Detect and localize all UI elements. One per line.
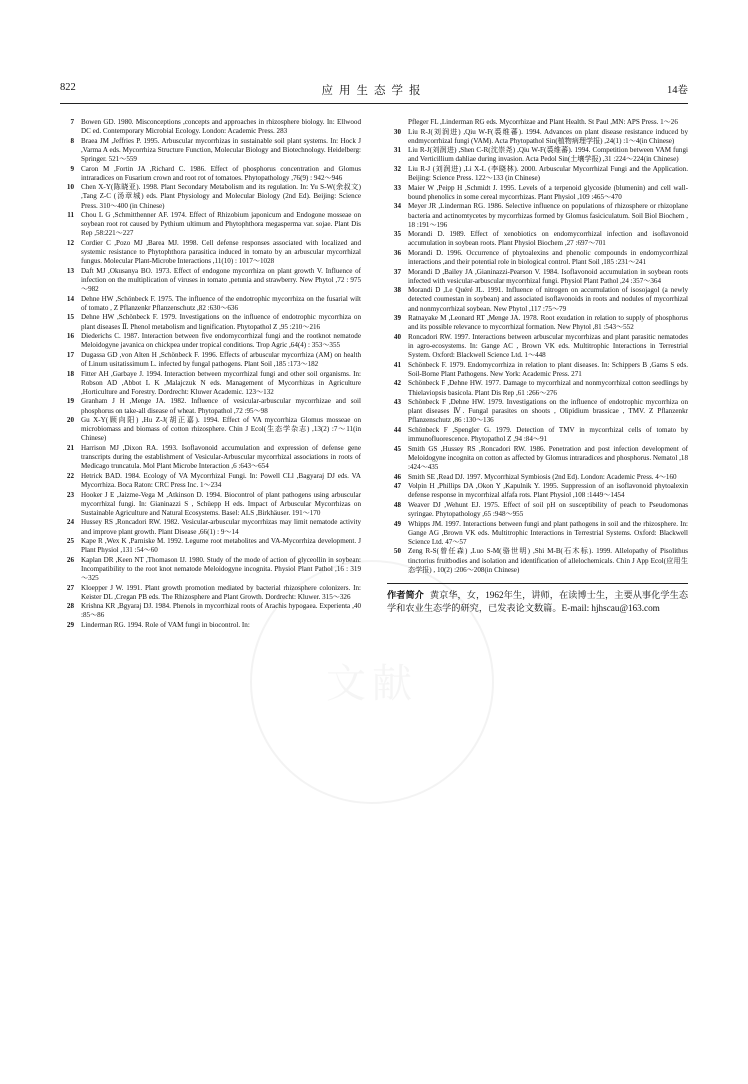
reference-text: Schönbeck F ,Dehne HW. 1977. Damage to mycorrhizal and nonmycorrhizal cotton seedlings by Thielaviopsis basicola. Plant Dis Rep ,61 :266～276 (408, 379, 688, 397)
reference-number: 10 (66, 183, 74, 192)
reference-text: Cordier C ,Pozo MJ ,Barea MJ. 1998. Cell defense responses associated with localized and systemic resistance to Phytophthora parasitica induced in tomato by an arbuscular mycorrhizal fungus. Molecular Plant-Microbe Interactions ,11(10) : 1017～1028 (81, 238, 361, 266)
reference-item (60, 518, 361, 536)
reference-number: 25 (66, 537, 74, 546)
reference-item (387, 286, 688, 313)
reference-text: Zeng R-S(曾任森) ,Luo S-M(骆世明) ,Shi M-B(石木标). 1999. Allelopathy of Pisolithus tinctorius fruitbodies and isolation and identification of allelochemicals. Chin J App Ecol(应用生态学报) , 10(2) :206～208(in Chinese) (408, 547, 688, 574)
journal-title: 应用生态学报 (321, 85, 427, 97)
reference-text: Dehne HW ,Schönbeck F. 1975. The influence of the endotrophic mycorrhiza on the fusarial wilt of tomato , Z Pflanzenkr Pflanzenschutz ,82 :630～636 (81, 294, 361, 312)
reference-number: 45 (393, 444, 401, 453)
reference-text: Morandi D ,Bailey JA ,Gianinazzi-Pearson V. 1984. Isoflavonoid accumulation in soybean roots infected with vesicular-arbuscular mycorrhizal fungi. Physiol Plant Pathol ,24 :357～364 (408, 267, 688, 285)
reference-number: 41 (393, 360, 401, 369)
reference-number: 34 (393, 202, 401, 211)
reference-text: Bowen GD. 1980. Misconceptions ,concepts and approaches in rhizosphere biology. In: Ellwood DC ed. Contemporary Microbial Ecology. London: Academic Press. 283 (81, 118, 361, 136)
reference-number: 47 (393, 482, 401, 491)
reference-text: Smith GS ,Hussey RS ,Roncadori RW. 1986. Penetration and post infection development of Meloidogyne incognita on cotton as affected by Glomus intraradices and phosphorus. Nematol ,18 :424～435 (408, 444, 688, 472)
reference-number: 42 (393, 379, 401, 388)
reference-item (60, 444, 361, 471)
reference-number: 46 (393, 472, 401, 481)
reference-text: Hooker J E ,Jaizme-Vega M ,Atkinson D. 1994. Biocontrol of plant pathogens using arbuscular mycorrhizal fungi. In: Gianinazzi S , Schüepp H eds. Impact of Arbuscular Mycorrhizas on Sustainable Agriculture and Natural Ecosystems. Basel: ALS ,Birkhäuser. 191～170 (81, 490, 361, 517)
reference-text: Caron M ,Fortin JA ,Richard C. 1986. Effect of phosphorus concentration and Glomus intraradices on Fusarium crown and root rot of tomatoes. Phytopathology ,76(9) : 942～946 (81, 164, 361, 182)
reference-text: Liu R-J(刘润进) ,Shen C-R(沈崇尧) ,Qiu W-F(裘维蕃). 1994. Competition between VAM fungi and Verticillium dahliae during invasion. Acta Pedol Sin(土壤学报) ,31 :224～224(in Chinese) (408, 146, 688, 164)
reference-item (60, 556, 361, 583)
reference-number: 18 (66, 369, 74, 378)
reference-item (387, 268, 688, 286)
reference-item (387, 333, 688, 360)
reference-item (60, 267, 361, 294)
reference-number: 30 (393, 127, 401, 136)
reference-text: Dugassa GD ,von Alten H ,Schönbeck F. 1996. Effects of arbuscular mycorrhiza (AM) on health of Linum usitatissimum L. infected by fungal pathogens. Plant Soil ,185 :173～182 (81, 350, 361, 368)
reference-item (387, 118, 688, 127)
reference-number: 29 (66, 621, 74, 630)
reference-item (387, 184, 688, 202)
references-right-column (387, 118, 688, 615)
volume-label: 14卷 (667, 85, 688, 96)
reference-text: Chou L G ,Schmitthenner AF. 1974. Effect of Rhizobium japonicum and Endogone mosseae on soybean root rot caused by Pythium ultimum and Phytophthora megasperma var. sojae. Plant Dis Rep ,58:221～227 (81, 211, 361, 238)
reference-number: 48 (393, 500, 401, 509)
reference-number: 24 (66, 518, 74, 527)
reference-item (60, 621, 361, 630)
reference-item (60, 602, 361, 620)
reference-item (387, 482, 688, 500)
reference-text: Morandi D ,Le Quéré JL. 1991. Influence of nitrogen on accumulation of isosojagol (a newly detected coumestan in soybean) and associated isoflavonoids in roots and nodules of mycorrhizal and nonmycorrhizal soybean. New Phytol ,117 :75～79 (408, 286, 688, 313)
reference-item (60, 416, 361, 443)
reference-item (60, 165, 361, 183)
reference-number: 36 (393, 248, 401, 257)
reference-item (60, 397, 361, 415)
reference-number: 32 (393, 164, 401, 173)
reference-item (387, 202, 688, 229)
reference-number: 20 (66, 416, 74, 425)
reference-number: 23 (66, 490, 74, 499)
reference-number: 21 (66, 443, 74, 452)
reference-number: 22 (66, 471, 74, 480)
reference-text: Harrison MJ ,Dixon RA. 1993. Isoflavonoid accumulation and expression of defense gene transcripts during the establishment of Vesicular-Arbuscular mycorrhizal associations in roots of Medicago truncatula. Mol Plant Microbe Interaction ,6 :643～654 (81, 443, 361, 471)
reference-number: 49 (393, 519, 401, 528)
reference-text: Granham J H ,Menge JA. 1982. Influence of vesicular-arbuscular mycorrhizae and soil phosphorus on take-all disease of wheat. Phytopathol ,72 :95～98 (81, 397, 361, 415)
references-left-column (60, 118, 361, 631)
reference-text: Linderman RG. 1994. Role of VAM fungi in biocontrol. In: (81, 621, 250, 630)
reference-text: Fitter AH ,Garbaye J. 1994. Interaction between mycorrhizal fungi and other soil organisms. In: Robson AD ,Abbot L K ,Malajczuk N eds. Management of Mycorrhizas in Agriculture ,Horticulture and Forestry. Dordrecht: Kluwer Academic. 123～132 (81, 369, 361, 396)
reference-item (60, 491, 361, 518)
reference-item (387, 146, 688, 164)
reference-item (60, 295, 361, 313)
reference-text: Krishna KR ,Bgyaraj DJ. 1984. Phenols in mycorrhizal roots of Arachis hypogaea. Experienta ,40 :85～86 (81, 602, 361, 620)
reference-text: Schönbeck F ,Dehne HW. 1979. Investigations on the influence of endotrophic mycorrhiza on plant diseases Ⅳ. Fungal parasites on shoots , Olipidium brassicae , TMV. Z Pflanzenkr Pflanzenschutz ,86 :130～136 (408, 398, 688, 425)
reference-number: 26 (66, 555, 74, 564)
reference-number: 40 (393, 332, 401, 341)
reference-text: Kape R ,Wex K ,Parniske M. 1992. Legume root metabolites and VA-Mycorrhiza development. J Plant Physiol ,131 :54～60 (81, 537, 361, 555)
watermark-text: 文献 (326, 661, 418, 707)
reference-number: 17 (66, 350, 74, 359)
reference-item (387, 165, 688, 183)
reference-number: 13 (66, 266, 74, 275)
reference-text: Roncadori RW. 1997. Interactions between arbuscular mycorrhizas and plant parasitic nematodes in agro-ecosystems. In: Gange AC , Brown VK eds. Multitrophic Interactions in Terrestrial System. Oxford: Blackwell Science Ltd. 1～448 (408, 332, 688, 360)
reference-item (387, 230, 688, 248)
reference-text: Liu R-J(刘润进) ,Qiu W-F(裘维蕃). 1994. Advances on plant disease resistance induced by endmycorrhizal fungi (VAM). Acta Phytopathol Sin(植物病理学报) ,24(1) :1～4(in Chinese) (408, 127, 688, 145)
reference-text: Daft MJ ,Okusanya BO. 1973. Effect of endogone mycorrhiza on plant growth V. Influence of infection on the multiplication of viruses in tomato ,petunia and strawberry. New Phytol ,72 : 975～982 (81, 266, 361, 294)
reference-item (60, 211, 361, 238)
running-header (60, 82, 688, 100)
reference-item (387, 501, 688, 519)
reference-text: Smith SE ,Read DJ. 1997. Mycorrhizal Symbiosis (2nd Ed). London: Academic Press. 4～160 (408, 472, 677, 481)
reference-number: 35 (393, 230, 401, 239)
reference-text: Meyer JR ,Linderman RG. 1986. Selective influence on populations of rhizosphere or rhizoplane bacteria and actinomtycetes by mycorrhizas formed by Glomus fasiciculatum. Soil Biol Biochem , 18 :191～196 (408, 202, 688, 229)
reference-text: Liu R-J (刘润进) ,Li X-L (李晓林). 2000. Arbuscular Mycorrhizal Fungi and the Application. Beijing: Science Press. 122～133 (in Chinese) (408, 164, 688, 183)
reference-item (387, 361, 688, 379)
reference-number: 19 (66, 397, 74, 406)
author-bio-label: 作者简介 (387, 589, 424, 600)
reference-item (60, 137, 361, 164)
reference-text: Morandi D. 1996. Occurrence of phytoalexins and phenolic compounds in endomycorrhizal interactions ,and their potential role in biological control. Plant Soil ,185 :231～241 (408, 248, 688, 267)
reference-text: Whipps JM. 1997. Interactions between fungi and plant pathogens in soil and the rhizosphere. In: Gange AG ,Brown VK eds. Multitrophic Interactions in Terrestrial Systems. Oxford: Blackwell Science Ltd. 47～57 (408, 519, 688, 546)
reference-text: Ratnayake M ,Leonard RT ,Menge JA. 1978. Root exudation in relation to supply of phosphorus and its possible relevance to mycorrhizal formation. New Phytol ,81 :543～552 (408, 314, 688, 332)
reference-number: 8 (70, 136, 74, 145)
reference-item (60, 313, 361, 331)
reference-number: 7 (70, 118, 74, 126)
reference-item (387, 249, 688, 267)
reference-item (60, 351, 361, 369)
reference-text: Kaplan DR ,Keen NT ,Thomason IJ. 1980. Study of the mode of action of glyceollin in soybean: Incompatibility to the root knot nematode Meloidogyne incognita. Physiol Plant Pathol ,16 : 319～325 (81, 555, 361, 583)
reference-text: Kloepper J W. 1991. Plant growth promotion mediated by bacterial rhizosphere colonizers. In: Keister DL ,Cregan PB eds. The Rhizosphere and Plant Growth. Dordrecht: Kluwer. 315～326 (81, 583, 361, 601)
reference-number: 9 (70, 164, 74, 173)
reference-item (387, 547, 688, 574)
reference-number: 31 (393, 146, 401, 155)
reference-number: 16 (66, 332, 74, 341)
reference-item (387, 379, 688, 397)
reference-text: Chen X-Y(陈晓亚). 1998. Plant Secondary Metabolism and its regulation. In: Yu S-W(余叔文) ,Tang Z-C (汤章城) eds. Plant Physiology and Molecular Biology (2nd Ed). Beijing: Science Press. 310～400 (in Chinese) (81, 183, 361, 210)
reference-item (387, 314, 688, 332)
reference-text: Volpin H ,Phillips DA ,Okon Y ,Kapulnik Y. 1995. Suppression of an isoflavonoid phytoalexin defense response in mycorrhizal alfafa rots. Plant Physiol ,108 :1449～1454 (408, 482, 688, 500)
reference-item (387, 128, 688, 146)
reference-item (60, 537, 361, 555)
reference-text: Braea JM ,Jeffries P. 1995. Arbuscular mycorrhizas in sustainable soil plant systems. In: Hock J ,Varma A eds. Mycorrhiza Structure Function, Molecular Biology and Biotechnology. Heidelberg: Springer. 521～559 (81, 136, 361, 164)
reference-text: Hetrick BAD. 1984. Ecology of VA Mycorrhizal Fungi. In: Powell CLl ,Bagyaraj DJ eds. VA Mycorrhiza. Boca Raton: CRC Press Inc. 1～234 (81, 471, 361, 489)
reference-item (60, 584, 361, 602)
reference-number: 15 (66, 313, 74, 322)
reference-text: Pfleger FL ,Linderman RG eds. Mycorrhizae and Plant Health. St Paul ,MN: APS Press. 1～26 (408, 118, 678, 126)
reference-item (60, 332, 361, 350)
reference-text: Dehne HW ,Schönbeck F. 1979. Investigations on the influence of endotrophic mycorrhiza on plant diseases Ⅱ. Phenol metabolism and lignification. Phytopathol Z ,95 :210～216 (81, 313, 361, 331)
reference-item (387, 426, 688, 444)
reference-text: Diederichs C. 1987. Interaction between five endomycorrhizal fungi and the rootknot nematode Meloidogyne javanica on chickpea under tropical conditions. Trop Agric ,64(4) : 353～355 (81, 332, 361, 350)
reference-text: Hussey RS ,Roncadori RW. 1982. Vesicular-arbuscular mycorrhizas may limit nematode activity and improve plant growth. Plant Disease ,66(1) : 9～14 (81, 518, 361, 536)
reference-number: 38 (393, 286, 401, 295)
reference-number: 43 (393, 398, 401, 407)
reference-number: 37 (393, 267, 401, 276)
page-number: 822 (60, 82, 76, 93)
reference-item (387, 398, 688, 425)
reference-item (387, 445, 688, 472)
reference-text: Schönbeck F ,Spengler G. 1979. Detection of TMV in mycorrhizal cells of tomato by immunofluorescence. Phytopathol Z ,94 :84～91 (408, 426, 688, 444)
reference-number: 14 (66, 294, 74, 303)
reference-number: 27 (66, 583, 74, 592)
reference-item (60, 472, 361, 490)
reference-item (60, 183, 361, 210)
reference-item (60, 239, 361, 266)
reference-text: Maier W ,Peipp H ,Schmidt J. 1995. Levels of a terpenoid glycoside (blumenin) and cell wall-bound phenolics in some cereal mycorrhizas. Plant Physiol ,109 :465～470 (408, 183, 688, 201)
reference-number: 33 (393, 183, 401, 192)
reference-text: Weaver DJ ,Wehunt EJ. 1975. Effect of soil pH on susceptibility of peach to Pseudomonas syringae. Phytopathology ,65 :948～955 (408, 500, 688, 518)
reference-number: 39 (393, 314, 401, 323)
header-rule (60, 103, 688, 104)
reference-item (60, 370, 361, 397)
reference-number: 12 (66, 238, 74, 247)
reference-text: Gu X-Y(顾向阳) ,Hu Z-J(胡正嘉). 1994. Effect of VA mycorrhiza Glomus mosseae on microbiomass and biomass of cotton rhizosphere. Chin J Ecol(生态学杂志) ,13(2) :7～11(in Chinese) (81, 416, 361, 443)
reference-item (60, 118, 361, 136)
reference-item (387, 473, 688, 482)
reference-text: Schönbeck F. 1979. Endomycorrhiza in relation to plant diseases. In: Schippers B ,Gams S eds. Soil-Borne Plant Pathogens. New York: Academic Press. 271 (408, 360, 688, 378)
reference-text: Morandi D. 1989. Effect of xenobiotics on endomycorrhizal infection and isoflavonoid accumulation in soybean roots. Plant Physiol Biochem ,27 :697～701 (408, 230, 688, 248)
author-bio (387, 583, 688, 615)
reference-number: 11 (67, 211, 74, 220)
reference-item (387, 520, 688, 547)
reference-number: 50 (393, 547, 401, 556)
reference-number: 28 (66, 602, 74, 611)
reference-number: 44 (393, 426, 401, 435)
author-bio-text: 黄京华，女，1962年生，讲师，在读博士生，主要从事化学生态学和农业生态学的研究，已发表论文数篇。E-mail: hjhscau@163.com (387, 589, 689, 613)
